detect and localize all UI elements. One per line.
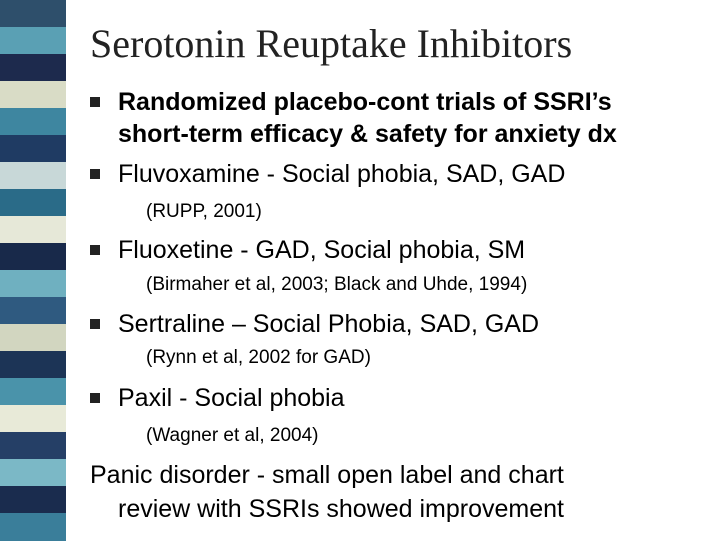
decorative-stripe	[0, 378, 66, 406]
decorative-stripe	[0, 189, 66, 217]
decorative-stripe	[0, 351, 66, 379]
decorative-stripe-bar	[0, 0, 66, 540]
bullet-text-paxil: Paxil - Social phobia	[118, 384, 345, 412]
bullet-square-icon	[90, 245, 100, 255]
decorative-stripe	[0, 0, 66, 28]
panic-line1: Panic disorder - small open label and chart	[90, 461, 564, 489]
decorative-stripe	[0, 432, 66, 460]
citation-rynn: (Rynn et al, 2002 for GAD)	[146, 347, 371, 368]
decorative-stripe	[0, 243, 66, 271]
panic-disorder-text	[90, 458, 564, 526]
bullet-text-sertraline: Sertraline – Social Phobia, SAD, GAD	[118, 310, 540, 338]
decorative-stripe	[0, 135, 66, 163]
bullet-text-fluvoxamine: Fluvoxamine - Social phobia, SAD, GAD	[118, 160, 566, 188]
decorative-stripe	[0, 459, 66, 487]
slide-title: Serotonin Reuptake Inhibitors	[90, 21, 573, 66]
citation-rupp: (RUPP, 2001)	[146, 201, 262, 222]
bullet-text-fluoxetine: Fluoxetine - GAD, Social phobia, SM	[118, 236, 526, 264]
decorative-stripe	[0, 54, 66, 82]
citation-birmaher: (Birmaher et al, 2003; Black and Uhde, 1994)	[146, 274, 528, 295]
bullet-square-icon	[90, 169, 100, 179]
citation-wagner: (Wagner et al, 2004)	[146, 425, 319, 446]
panic-line2: review with SSRIs showed improvement	[118, 495, 564, 523]
bullet-text-rct-line2: short-term efficacy & safety for anxiety dx	[118, 120, 617, 148]
decorative-stripe	[0, 108, 66, 136]
decorative-stripe	[0, 405, 66, 433]
decorative-stripe	[0, 81, 66, 109]
decorative-stripe	[0, 270, 66, 298]
bullet-square-icon	[90, 393, 100, 403]
decorative-stripe	[0, 27, 66, 55]
bullet-text-rct-line1: Randomized placebo-cont trials of SSRI’s	[118, 88, 612, 116]
decorative-stripe	[0, 297, 66, 325]
decorative-stripe	[0, 513, 66, 541]
decorative-stripe	[0, 216, 66, 244]
bullet-square-icon	[90, 319, 100, 329]
decorative-stripe	[0, 486, 66, 514]
bullet-square-icon	[90, 97, 100, 107]
decorative-stripe	[0, 324, 66, 352]
decorative-stripe	[0, 162, 66, 190]
